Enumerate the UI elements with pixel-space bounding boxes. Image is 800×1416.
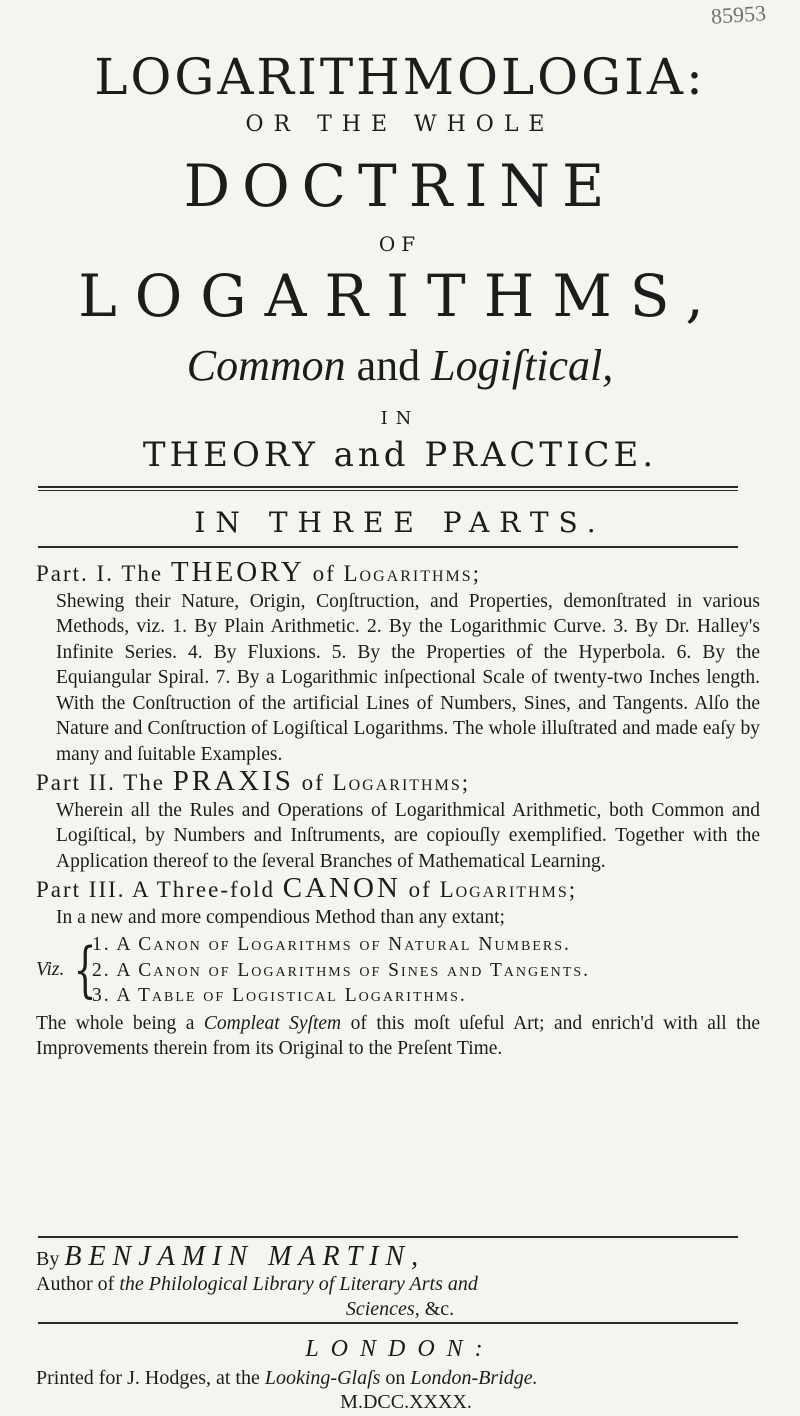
title-logarithms: LOGARITHMS, (78, 262, 722, 330)
part-three (36, 872, 760, 930)
divider-rule (38, 546, 738, 548)
divider-rule-thin (38, 490, 738, 491)
author-block (36, 1241, 764, 1322)
imprint-block (36, 1366, 776, 1414)
canon-item-logistical: 3. A Table of Logistical Logarithms. (92, 985, 467, 1006)
part-one-body: Shewing their Nature, Origin, Coŋſtruction, and Properties, demonſtrated in various Methods, viz. 1. By Plain Arithmetic. 2. By the Logarithmic Curve. 3. By Dr. Halley's Infinite Series. 4. By Fluxions. 5. By the Properties of the Hyperbola. 6. By the Equiangular Spiral. 7. By a Logarithmic inſpectional Scale of twenty-two Inches length. With the Conſtruction of the artificial Lines of Numbers, Sines, and Tangents. Alſo the Nature and Conſtruction of Logiſtical Logarithms. The whole illuſtrated and made eaſy by many and ſuitable Examples. (56, 590, 760, 765)
part-one-heading: Part. I. The THEORY of Logarithms; (36, 556, 482, 588)
imprint-city: LONDON: (305, 1336, 495, 1362)
divider-rule (38, 1236, 738, 1238)
library-shelfmark: 85953 (710, 0, 767, 29)
part-two (36, 765, 760, 874)
title-common-and-logistical (0, 340, 800, 391)
canon-list (36, 932, 760, 1009)
parts-description (36, 556, 761, 1064)
part-two-heading: Part II. The PRAXIS of Logarithms; (36, 765, 471, 797)
title-main: LOGARITHMOLOGIA: (94, 48, 706, 106)
title-or-the-whole: OR THE WHOLE (245, 112, 555, 137)
parts-heading: IN THREE PARTS. (194, 506, 606, 539)
part-one (36, 556, 760, 767)
title-of: OF (378, 232, 422, 256)
author-credentials: Author of the Philological Library of Literary Arts and (36, 1273, 478, 1295)
title-in: IN (380, 408, 420, 429)
title-and: and (356, 341, 421, 390)
imprint-year: M.DCC.XXXX. (340, 1391, 472, 1413)
title-logistical: Logiſtical, (431, 341, 614, 390)
canon-item-natural-numbers: 1. A Canon of Logarithms of Natural Numbers. (92, 934, 571, 955)
canon-item-sines-tangents: 2. A Canon of Logarithms of Sines and Tangents. (92, 959, 590, 981)
author-name-line: By BENJAMIN MARTIN, (36, 1241, 426, 1272)
title-theory-practice: THEORY and PRACTICE. (142, 435, 658, 475)
viz-label: Viz. (36, 959, 65, 980)
title-doctrine: DOCTRINE (183, 152, 617, 220)
part-three-closing: The whole being a Compleat Syſtem of this moſt uſeful Art; and enrich'd with all the Improvements therein from its Original to the Preſent Time. (36, 1012, 761, 1059)
divider-rule (38, 1322, 738, 1324)
imprint-printer: Printed for J. Hodges, at the Looking-Glaſs on London-Bridge. (36, 1367, 538, 1389)
part-three-intro: In a new and more compendious Method than any extant; (56, 906, 505, 928)
author-name: BENJAMIN MARTIN, (64, 1241, 426, 1272)
brace-icon: { (73, 935, 97, 1005)
part-three-heading: Part III. A Three-fold CANON of Logarithms; (36, 872, 578, 904)
divider-rule (38, 486, 738, 488)
part-two-body: Wherein all the Rules and Operations of Logarithmical Arithmetic, both Common and Logiſtical, by Numbers and Inſtruments, are copiouſly exemplified. Together with the Application thereof to the ſeveral Branches of Mathematical Learning. (56, 799, 760, 872)
author-credentials-cont: Sciences, &c. (345, 1298, 455, 1320)
title-common: Common (186, 341, 346, 390)
